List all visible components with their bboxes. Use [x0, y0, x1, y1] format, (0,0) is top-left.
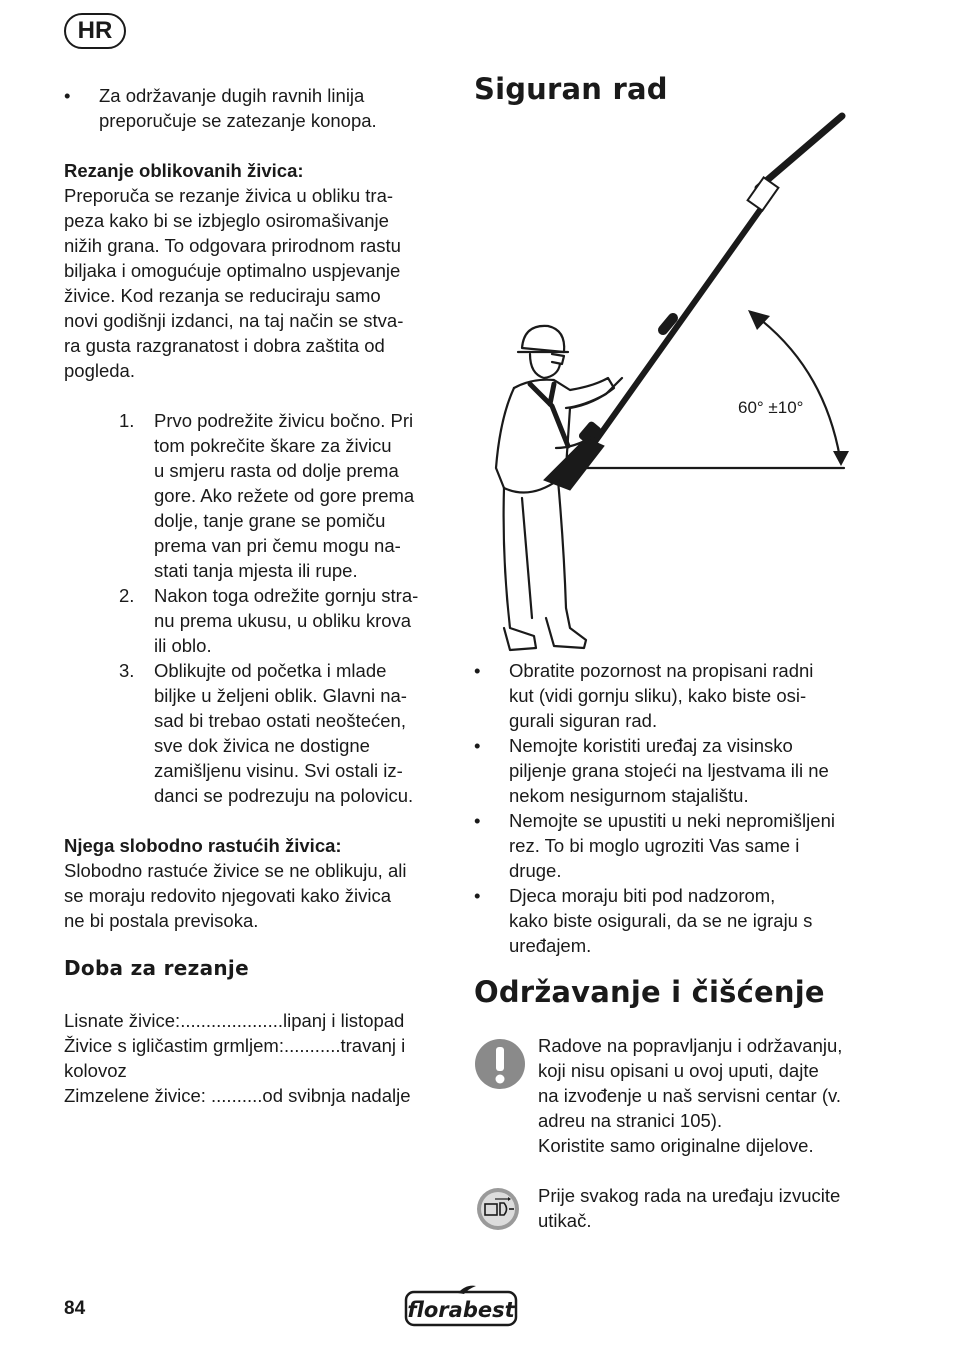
step-3: [119, 658, 454, 808]
person-figure: [496, 326, 622, 650]
page-number: 84: [64, 1298, 86, 1319]
bullet-tensioning: [64, 83, 449, 133]
free-hedges-heading: Njega slobodno rastućih živica:: [64, 835, 342, 856]
free-hedges-section: [64, 833, 449, 933]
step-line: Oblikujte od početka i mlade: [154, 660, 387, 681]
paragraph-line: novi godišnji izdanci, na taj način se stva-: [64, 310, 404, 331]
safety-bullet-4: [474, 883, 864, 958]
step-line: ili oblo.: [154, 635, 212, 656]
safety-bullet-2: [474, 733, 864, 808]
season-line: Lisnate živice:....................lipanj i listopad: [64, 1010, 405, 1031]
angle-arc: [756, 316, 840, 458]
season-line: Zimzelene živice: ..........od svibnja nadalje: [64, 1085, 411, 1106]
angle-label: 60° ±10°: [738, 398, 804, 417]
paragraph-line: pogleda.: [64, 360, 135, 381]
paragraph-line: ne bi postala previsoka.: [64, 910, 259, 931]
warning-text: [538, 1033, 868, 1158]
step-line: biljke u željeni oblik. Glavni na-: [154, 685, 407, 706]
step-line: sad bi trebao ostati neoštećen,: [154, 710, 406, 731]
season-heading: Doba za rezanje: [64, 956, 249, 980]
bullet-line: Obratite pozornost na propisani radni: [509, 660, 814, 681]
brand-wordmark: florabest: [407, 1298, 515, 1322]
step-line: Prvo podrežite živicu bočno. Pri: [154, 410, 414, 431]
warning-line: Radove na popravljanju i održavanju,: [538, 1035, 843, 1056]
bullet-line: rez. To bi moglo ugroziti Vas same i: [509, 835, 800, 856]
step-number: 2.: [119, 585, 135, 606]
bullet-mark: •: [474, 660, 481, 681]
unplug-line: Prije svakog rada na uređaju izvucite: [538, 1185, 841, 1206]
maintenance-heading: Održavanje i čišćenje: [474, 975, 825, 1009]
warning-line: Koristite samo originalne dijelove.: [538, 1135, 814, 1156]
bullet-line: Djeca moraju biti pod nadzorom,: [509, 885, 776, 906]
arc-arrow-top: [748, 310, 770, 330]
shaped-hedges-heading: Rezanje oblikovanih živica:: [64, 160, 304, 181]
warning-exclamation-icon: [474, 1038, 526, 1090]
language-code: HR: [77, 17, 113, 44]
step-2: [119, 583, 454, 658]
bullet-line: Nemojte se upustiti u neki nepromišljeni: [509, 810, 835, 831]
paragraph-line: se moraju redovito njegovati kako živica: [64, 885, 391, 906]
step-line: stati tanja mjesta ili rupe.: [154, 560, 358, 581]
unplug-text: [538, 1183, 868, 1233]
bullet-mark: •: [474, 735, 481, 756]
season-list: [64, 1008, 454, 1108]
bullet-line: kut (vidi gornju sliku), kako biste osi-: [509, 685, 807, 706]
step-line: prema van pri čemu mogu na-: [154, 535, 401, 556]
paragraph-line: Slobodno rastuće živice se ne oblikuju, ali: [64, 860, 407, 881]
season-line: kolovoz: [64, 1060, 127, 1081]
bullet-mark: •: [64, 85, 71, 106]
unplug-line: utikač.: [538, 1210, 592, 1231]
paragraph-line: nižih grana. To odgovara prirodnom rastu: [64, 235, 401, 256]
shaped-hedges-section: [64, 158, 449, 383]
bullet-mark: •: [474, 810, 481, 831]
warning-line: koji nisu opisani u ovoj uputi, dajte: [538, 1060, 819, 1081]
safety-bullets: [474, 658, 864, 958]
safe-work-illustration: [474, 108, 874, 656]
safety-bullet-1: [474, 658, 864, 733]
paragraph-line: peza kako bi se izbjeglo osiromašivanje: [64, 210, 389, 231]
bullet-line: uređajem.: [509, 935, 592, 956]
bullet-line: Za održavanje dugih ravnih linija: [99, 85, 365, 106]
florabest-logo: [404, 1283, 518, 1327]
step-number: 1.: [119, 410, 135, 431]
paragraph-line: Preporuča se rezanje živica u obliku tra-: [64, 185, 394, 206]
warning-line: adreu na stranici 105).: [538, 1110, 723, 1131]
step-line: dolje, tanje grane se pomiču: [154, 510, 386, 531]
bullet-line: piljenje grana stojeći na ljestvama ili ne: [509, 760, 829, 781]
steps-list: [119, 408, 454, 808]
warning-line: na izvođenje u naš servisni centar (v.: [538, 1085, 842, 1106]
step-line: u smjeru rasta od dolje prema: [154, 460, 399, 481]
unplug-icon: [476, 1187, 520, 1231]
paragraph-line: ra gusta razgranatost i dobra zaštita od: [64, 335, 385, 356]
step-1: [119, 408, 454, 583]
paragraph-line: živice. Kod rezanja se reduciraju samo: [64, 285, 381, 306]
bullet-line: preporučuje se zatezanje konopa.: [99, 110, 377, 131]
safe-work-heading: Siguran rad: [474, 72, 668, 106]
step-line: gore. Ako režete od gore prema: [154, 485, 415, 506]
paragraph-line: biljaka i omogućuje optimalno uspjevanje: [64, 260, 401, 281]
step-line: sve dok živica ne dostigne: [154, 735, 370, 756]
bullet-line: nekom nesigurnom stajalištu.: [509, 785, 749, 806]
bullet-mark: •: [474, 885, 481, 906]
safety-bullet-3: [474, 808, 864, 883]
language-badge: [64, 13, 126, 49]
season-line: Živice s igličastim grmljem:...........travanj i: [64, 1035, 406, 1056]
step-line: Nakon toga odrežite gornju stra-: [154, 585, 419, 606]
step-line: zamišljenu visinu. Svi ostali iz-: [154, 760, 403, 781]
step-number: 3.: [119, 660, 135, 681]
bullet-line: gurali siguran rad.: [509, 710, 658, 731]
step-line: danci se podrezuju na polovicu.: [154, 785, 414, 806]
bullet-line: kako biste osigurali, da se ne igraju s: [509, 910, 813, 931]
arc-arrow-bottom: [833, 451, 849, 466]
step-line: tom pokrečite škare za živicu: [154, 435, 392, 456]
step-line: nu prema ukusu, u obliku krova: [154, 610, 412, 631]
bullet-line: druge.: [509, 860, 562, 881]
bullet-line: Nemojte koristiti uređaj za visinsko: [509, 735, 793, 756]
cutter-blade: [758, 116, 842, 188]
